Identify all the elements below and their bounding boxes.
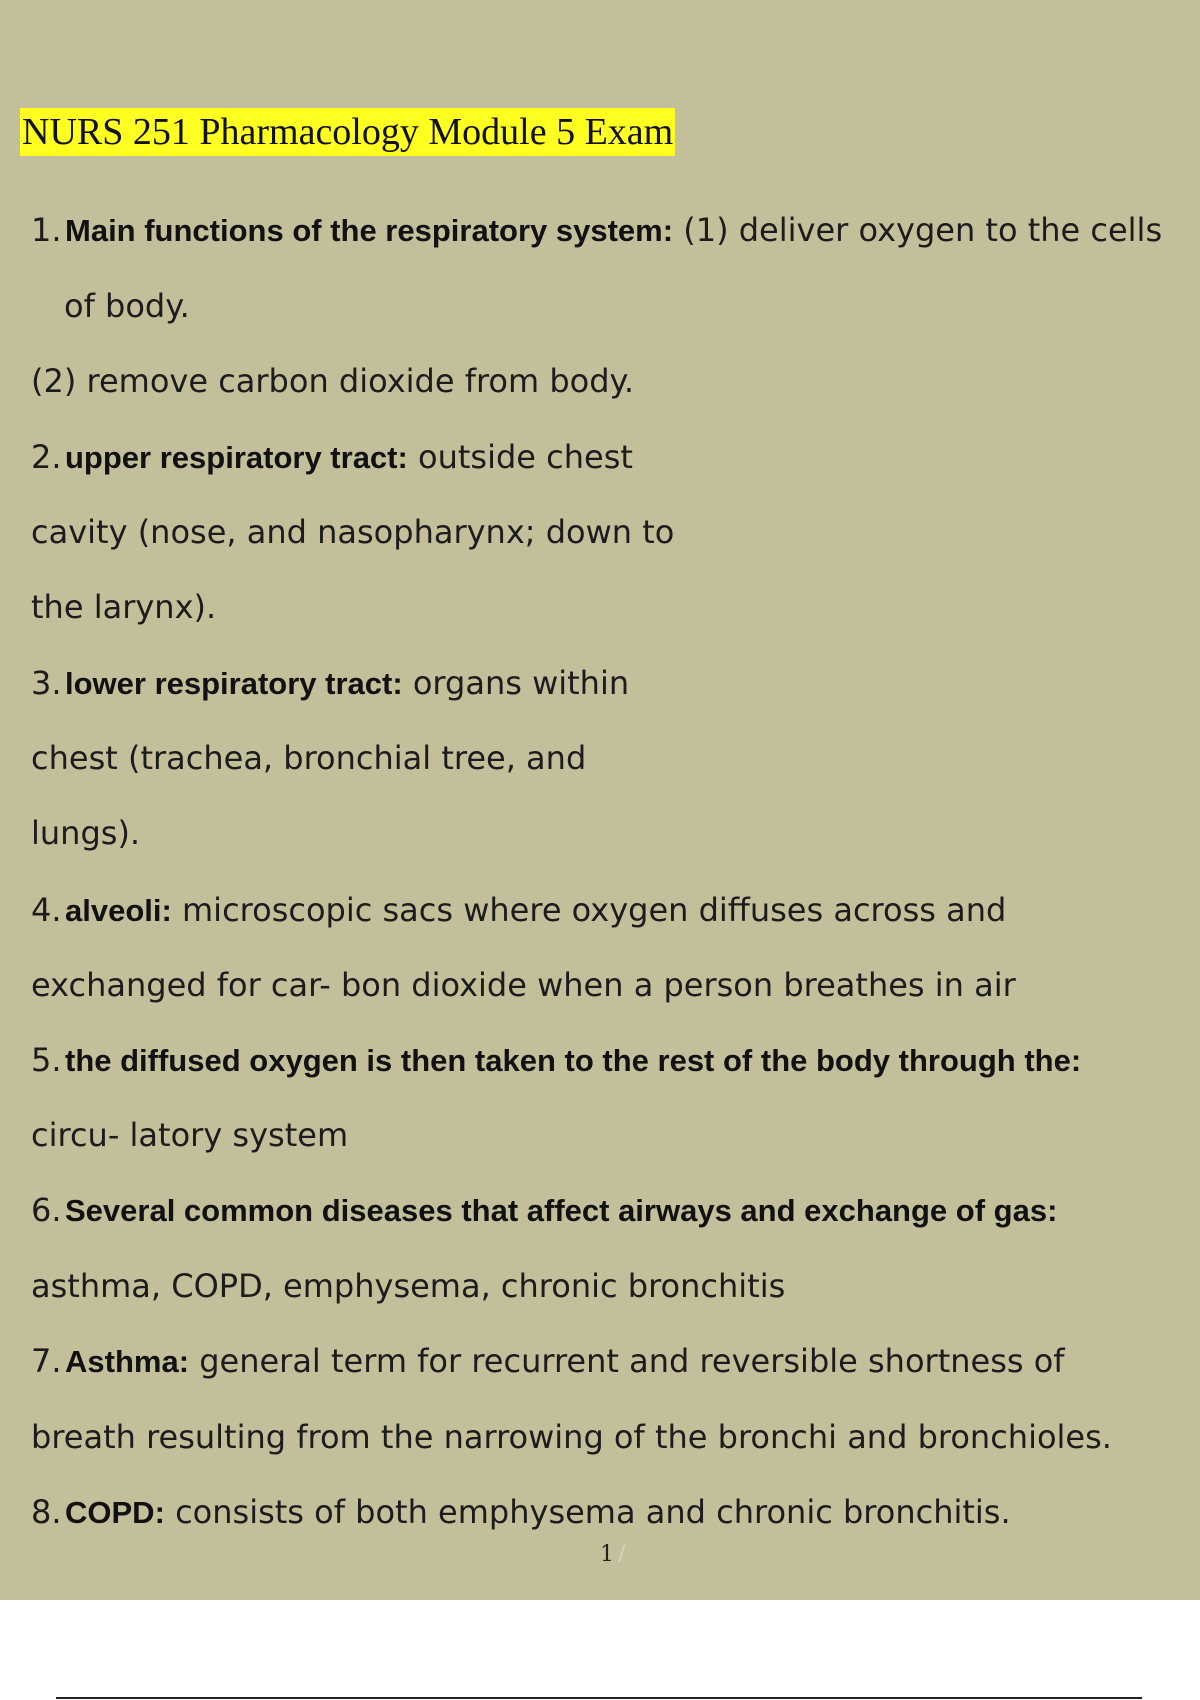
item-term: Asthma: <box>65 1344 190 1379</box>
list-item-4-continuation: exchanged for car- bon dioxide when a person breathes in air <box>31 966 1016 1004</box>
list-item-2-continuation: cavity (nose, and nasopharynx; down to <box>31 513 675 551</box>
list-item-2-continuation-2: the larynx). <box>31 588 217 626</box>
list-item-6 <box>31 1190 1057 1231</box>
item-text: general term for recurrent and reversible shortness of <box>189 1342 1065 1380</box>
page-number-value: 1 <box>600 1542 614 1567</box>
item-number: 4. <box>31 891 62 929</box>
item-text: (1) deliver oxygen to the cells <box>673 211 1163 249</box>
list-item-7-continuation: breath resulting from the narrowing of the bronchi and bronchioles. <box>31 1418 1112 1456</box>
item-term: Main functions of the respiratory system: <box>65 213 674 248</box>
list-item-7 <box>31 1341 1065 1382</box>
item-number: 7. <box>31 1342 62 1380</box>
item-term: COPD: <box>65 1495 165 1530</box>
list-item-2 <box>31 437 633 478</box>
item-text: microscopic sacs where oxygen diffuses across and <box>171 891 1007 929</box>
item-term: Several common diseases that affect airways and exchange of gas: <box>65 1193 1058 1228</box>
item-number: 6. <box>31 1191 62 1229</box>
list-item-1-continuation: of body. <box>64 287 190 325</box>
item-term: alveoli: <box>65 893 172 928</box>
item-number: 3. <box>31 664 62 702</box>
item-term: the diffused oxygen is then taken to the rest of the body through the: <box>65 1043 1082 1078</box>
item-number: 1. <box>31 211 62 249</box>
document-title: NURS 251 Pharmacology Module 5 Exam <box>20 108 675 156</box>
list-item-8 <box>31 1492 1011 1533</box>
item-text: outside chest <box>407 438 633 476</box>
list-item-4 <box>31 890 1006 931</box>
list-item-3-continuation: chest (trachea, bronchial tree, and <box>31 739 587 777</box>
list-item-1-second-function: (2) remove carbon dioxide from body. <box>31 362 635 400</box>
list-item-3-continuation-2: lungs). <box>31 814 141 852</box>
page-number-suffix: / <box>618 1542 626 1567</box>
item-text: consists of both emphysema and chronic bronchitis. <box>164 1493 1011 1531</box>
item-term: upper respiratory tract: <box>65 440 408 475</box>
item-term: lower respiratory tract: <box>65 666 403 701</box>
list-item-3 <box>31 663 629 704</box>
item-number: 5. <box>31 1041 62 1079</box>
list-item-5 <box>31 1040 1081 1081</box>
next-page-divider <box>56 1697 1142 1699</box>
page-number <box>600 1542 625 1568</box>
item-number: 2. <box>31 438 62 476</box>
list-item-6-continuation: asthma, COPD, emphysema, chronic bronchitis <box>31 1267 786 1305</box>
list-item-1 <box>31 210 1162 251</box>
item-text: organs within <box>402 664 630 702</box>
item-number: 8. <box>31 1493 62 1531</box>
list-item-5-continuation: circu- latory system <box>31 1116 349 1154</box>
